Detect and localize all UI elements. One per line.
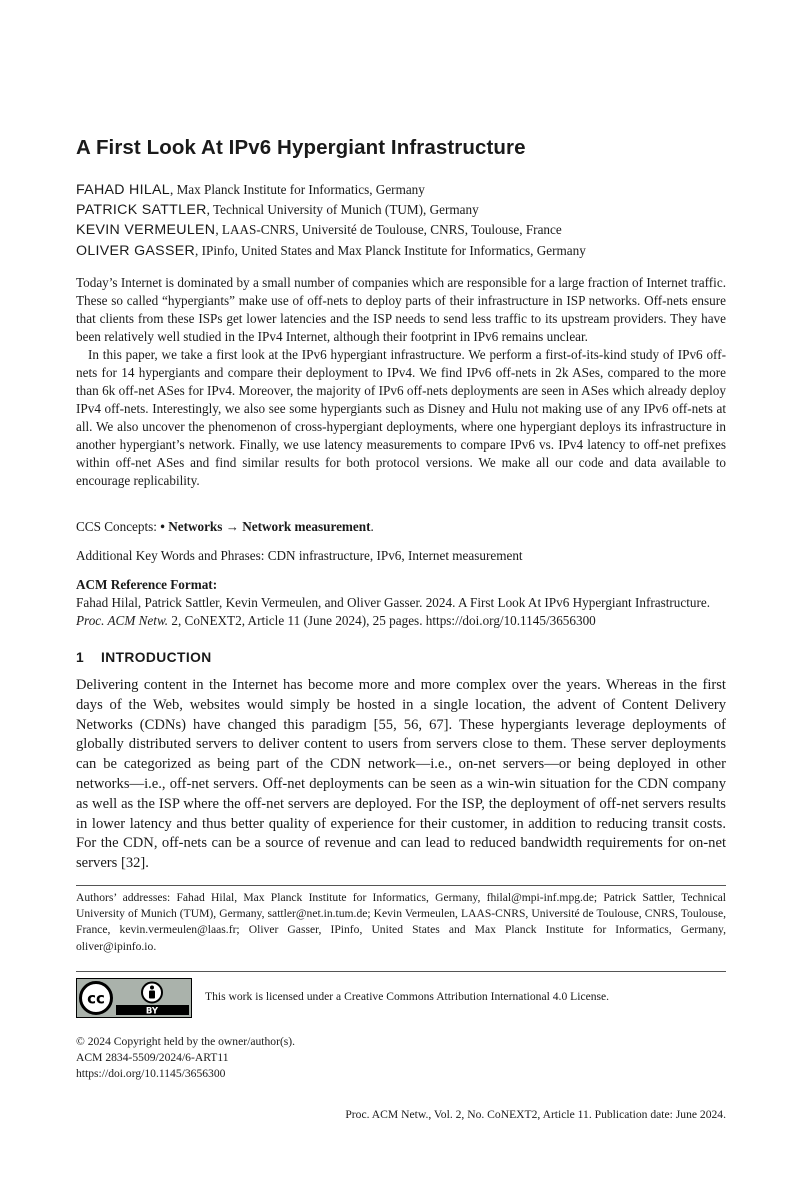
copyright-line: © 2024 Copyright held by the owner/author(s). (76, 1035, 296, 1048)
copyright-block (76, 1034, 726, 1083)
author-name: FAHAD HILAL (76, 182, 170, 198)
acm-reference-format (76, 576, 726, 630)
ccs-bullet: • (160, 519, 165, 534)
paper-title: A First Look At IPv6 Hypergiant Infrastructure (76, 136, 526, 159)
reference-heading: ACM Reference Format: (76, 577, 218, 592)
author-list (76, 180, 726, 261)
doi-line[interactable]: https://doi.org/10.1145/3656300 (76, 1067, 226, 1081)
section-number: 1 (76, 650, 85, 665)
reference-text-before: Fahad Hilal, Patrick Sattler, Kevin Vermeulen, and Oliver Gasser. 2024. A First Look At IPv6 Hypergiant Infrastructure. (76, 595, 711, 610)
cc-by-license-badge[interactable] (76, 978, 192, 1018)
reference-journal: Proc. ACM Netw. (76, 613, 169, 628)
author-name: OLIVER GASSER (76, 242, 196, 259)
ccs-concepts (76, 518, 726, 536)
ccs-subconcept: Network measurement (242, 519, 371, 534)
license-text: This work is licensed under a Creative Commons Attribution International 4.0 License. (205, 990, 610, 1003)
author-name: PATRICK SATTLER (76, 202, 207, 219)
author-entry (76, 220, 726, 240)
intro-paragraph: Delivering content in the Internet has become more and more complex over the years. Whereas in the first days of the Web, websites would simply be hosted in a single location, the advent of Content Delivery Networks (CDNs) have changed this paradigm [55, 56, 67]. These hypergiants leverage deployments of globally distributed servers to deliver content to users from servers close to them. These server deployments can be categorized as being part of the CDN network—i.e., on-net servers—or being deployed in other networks—i.e., off-net servers. Off-net deployments can be seen as a win-win situation for the CDN company as well as the ISP where the off-net servers are deployed. For the ISP, the deployment of off-net servers results in lower latency and thus better quality of experience for their customer, in addition to reducing transit costs. For the CDN, off-nets can be a source of revenue and can lead to reduced bandwidth requirements for on-net servers [32]. (76, 677, 726, 872)
abstract-paragraph: Today’s Internet is dominated by a small number of companies which are responsible for a large fraction of Internet traffic. These so called “hypergiants” make use of off-nets to deploy parts of their infrastructure in ISP networks. Off-nets ensure that clients from these ISPs get lower latencies and the ISP needs to send less traffic to its upstream providers. They have been relatively well studied in the IPv4 Internet, although their footprint in IPv6 remains unclear. (76, 275, 726, 344)
ccs-label: CCS Concepts: (76, 519, 161, 534)
ccs-end: . (370, 519, 374, 534)
by-label: BY (145, 1006, 159, 1017)
by-person-head (150, 986, 154, 990)
by-person-body (149, 991, 155, 999)
author-addresses: Authors’ addresses: Fahad Hilal, Max Planck Institute for Informatics, Germany, fhilal@mpi-inf.mpg.de; Patrick Sattler, Technical University of Munich (TUM), Germany, sattler@net.in.tum.de; Kevin Vermeulen, LAAS-CNRS, Université de Toulouse, CNRS, Toulouse, France, kevin.vermeulen@laas.fr; Oliver Gasser, IPinfo, United States and Max Planck Institute for Informatics, Germany, oliver@ipinfo.io. (76, 891, 726, 953)
author-affiliation: , Max Planck Institute for Informatics, Germany (169, 182, 425, 197)
author-entry (76, 200, 726, 220)
page-footer: Proc. ACM Netw., Vol. 2, No. CoNEXT2, Article 11. Publication date: June 2024. (345, 1108, 726, 1121)
issn-line: ACM 2834-5509/2024/6-ART11 (76, 1051, 229, 1065)
section-title: INTRODUCTION (101, 650, 212, 665)
footnote-divider (76, 885, 726, 886)
section-heading (76, 650, 212, 665)
reference-text-after: 2, CoNEXT2, Article 11 (June 2024), 25 pages. https://doi.org/10.1145/3656300 (168, 613, 596, 628)
author-entry (76, 180, 726, 200)
ccs-arrow: → (222, 519, 243, 534)
abstract-paragraph: In this paper, we take a first look at the IPv6 hypergiant infrastructure. We perform a first-of-its-kind study of IPv6 off-nets for 14 hypergiants and compare their deployment to IPv4. We find IPv6 off-nets in 2k ASes, compared to the more than 6k off-net ASes for IPv4. Moreover, the majority of IPv6 off-nets deployments are seen in ASes which already deploy IPv4 off-nets. Interestingly, we also see some hypergiants such as Disney and Hulu not making use of any IPv6 off-nets at all. We also uncover the phenomenon of cross-hypergiant deployments, where one hypergiant deploys its infrastructure in another hypergiant’s network. Finally, we use latency measurements to compare IPv6 vs. IPv4 latency to off-net prefixes within off-net ASes and find similar results for both protocol versions. We make all our code and data available to encourage replicability. (76, 347, 726, 488)
author-affiliation: , IPinfo, United States and Max Planck Institute for Informatics, Germany (195, 242, 586, 258)
ccs-concept: Networks (168, 519, 223, 534)
cc-icon-letters: cc (87, 989, 105, 1008)
author-name: KEVIN VERMEULEN (76, 222, 216, 239)
author-affiliation: , LAAS-CNRS, Université de Toulouse, CNRS, Toulouse, France (215, 222, 562, 238)
reference-text (76, 594, 726, 630)
abstract (76, 274, 726, 490)
author-entry (76, 241, 726, 261)
license-divider (76, 971, 726, 972)
keywords: Additional Key Words and Phrases: CDN infrastructure, IPv6, Internet measurement (76, 548, 523, 563)
author-affiliation: , Technical University of Munich (TUM), Germany (206, 202, 479, 218)
